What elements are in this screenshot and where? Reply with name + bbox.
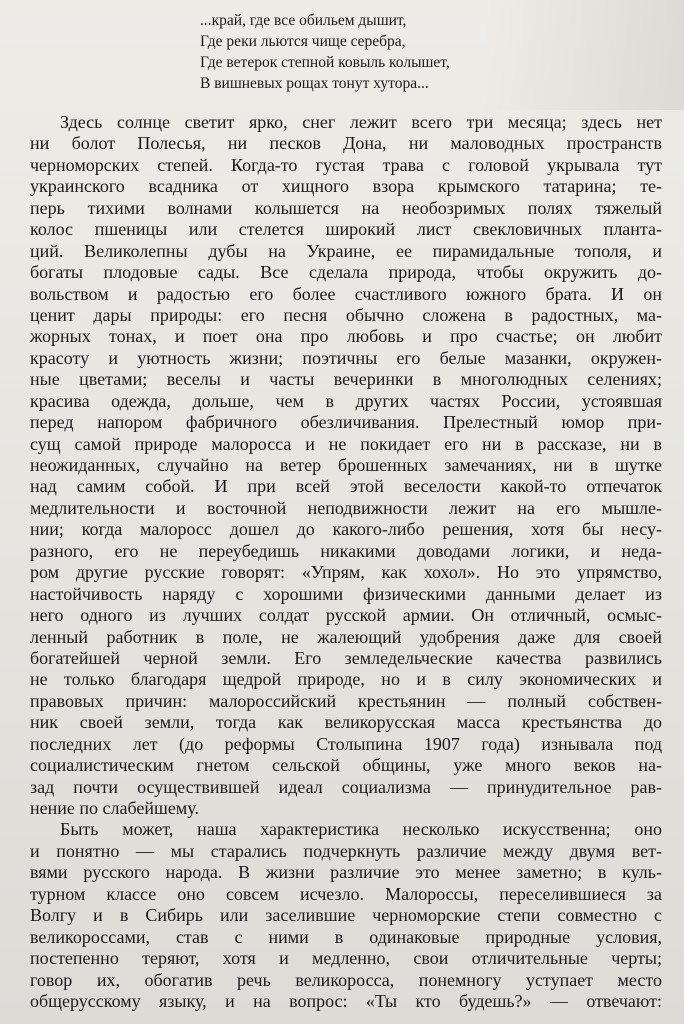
paragraph-line: красоту и уютность жизни; поэтичны его белые мазанки, окружен-	[30, 347, 662, 368]
paragraph-line: богаты плодовые сады. Все сделала природа, чтобы окружить до-	[30, 262, 662, 283]
paragraph-line: жорных тонах, и поет она про любовь и про счастье; он любит	[30, 326, 662, 347]
paragraph-line: последних лет (до реформы Столыпина 1907 года) изнывала под	[30, 733, 662, 754]
paragraph-line: украинского всадника от хищного взора крымского татарина; те-	[30, 176, 662, 197]
paragraph-line: настойчивость наряду с хорошими физическими данными делает из	[30, 583, 662, 604]
paragraph-line: сущ самой природе малоросса и не покидает его ни в рассказе, ни в	[30, 433, 662, 454]
poem-line: ...край, где все обильем дышит,	[200, 12, 407, 29]
paragraph-line: перед напором фабричного обезличивания. Прелестный юмор при-	[30, 412, 662, 433]
paragraph-line: не только благодаря щедрой природе, но и в силу экономических и	[30, 669, 662, 690]
paragraph-line: нии; когда малоросс дошел до какого-либо решения, хотя бы несу-	[30, 519, 662, 540]
paragraph-line: правовых причин: малороссийский крестьянин — полный собствен-	[30, 690, 662, 711]
paragraph-line: медлительности и восточной неподвижности лежит на его мышле-	[30, 497, 662, 518]
paragraph-line: и понятно — мы старались подчеркнуть различие между двумя вет-	[30, 840, 662, 861]
paragraph-line: вями русского народа. В жизни различие это менее заметно; в куль-	[30, 862, 662, 883]
paragraph-line: социалистическим гнетом сельской общины, уже много веков на-	[30, 755, 662, 776]
poem-line: Где реки льются чище серебра,	[200, 33, 406, 50]
paragraph-line: ные цветами; веселы и часты вечеринки в многолюдных селениях;	[30, 369, 662, 390]
paragraph-line: перь тихими волнами колышется на необозримых полях тяжелый	[30, 197, 662, 218]
paragraph-line: турном классе оно совсем исчезло. Малороссы, переселившиеся за	[30, 883, 662, 904]
paragraph-line: зад почти осуществившей идеал социализма — принудительное рав-	[30, 776, 662, 797]
paragraph-line: ром другие русские говорят: «Упрям, как хохол». Но это упрямство,	[30, 562, 662, 583]
paragraph-first-line: Здесь солнце светит ярко, снег лежит всего три месяца; здесь нет	[60, 112, 662, 132]
paragraph-line: ций. Великолепны дубы на Украине, ее пирамидальные тополя, и	[30, 240, 662, 261]
paragraph-line: красива одежда, дольше, чем в других частях России, устоявшая	[30, 390, 662, 411]
paragraph-line: ленный работник в поле, не жалеющий удобрения даже для своей	[30, 626, 662, 647]
paragraph-line: вольством и радостью его более счастливого южного брата. И он	[30, 283, 662, 304]
paragraph-line: нение по слабейшему.	[30, 798, 199, 818]
poem-line: В вишневых рощах тонут хутора...	[200, 75, 429, 92]
epigraph-poem	[200, 10, 640, 94]
paragraph-line: черноморских степей. Когда-то густая трава с головой укрывала тут	[30, 154, 662, 175]
paragraph-line: разного, его не переубедишь никакими доводами логики, и неда-	[30, 540, 662, 561]
paragraph-line: неожиданных, случайно на ветер брошенных замечаниях, ни в шутке	[30, 455, 662, 475]
paragraph-line: богатейшей черной земли. Его земледельческие качества развились	[30, 647, 662, 668]
paragraph-line: ценит дары природы: его песня обычно сложена в радостных, ма-	[30, 304, 662, 325]
body-text	[30, 112, 662, 1012]
paragraph-line: колос пшеницы или стелется широкий лист свекловичных планта-	[30, 219, 662, 240]
paragraph-line: ник своей земли, тогда как великорусская масса крестьянства до	[30, 712, 662, 733]
paragraph-first-line: Быть может, наша характеристика несколько искусственна; оно	[60, 819, 662, 840]
paragraph-line: Волгу и в Сибирь или заселившие черноморские степи совместно с	[30, 905, 662, 926]
paragraph-line: постепенно теряют, хотя и медленно, свои отличительные черты;	[30, 948, 662, 969]
paragraph-line: великороссами, став с ними в одинаковые природные условия,	[30, 926, 662, 947]
paragraph-line: него одного из лучших солдат русской армии. Он отличный, осмыс-	[30, 605, 662, 626]
paragraph-line: над самим собой. И при всей этой веселости какой-то отпечаток	[30, 476, 662, 497]
poem-line: Где ветерок степной ковыль колышет,	[200, 54, 450, 71]
paragraph-line: общерусскому языку, и на вопрос: «Ты кто будешь?» — отвечают:	[30, 990, 662, 1011]
paragraph-line: ни болот Полесья, ни песков Дона, ни маловодных пространств	[30, 133, 662, 154]
paragraph-line: говор их, обогатив речь великоросса, понемногу уступает место	[30, 969, 662, 990]
